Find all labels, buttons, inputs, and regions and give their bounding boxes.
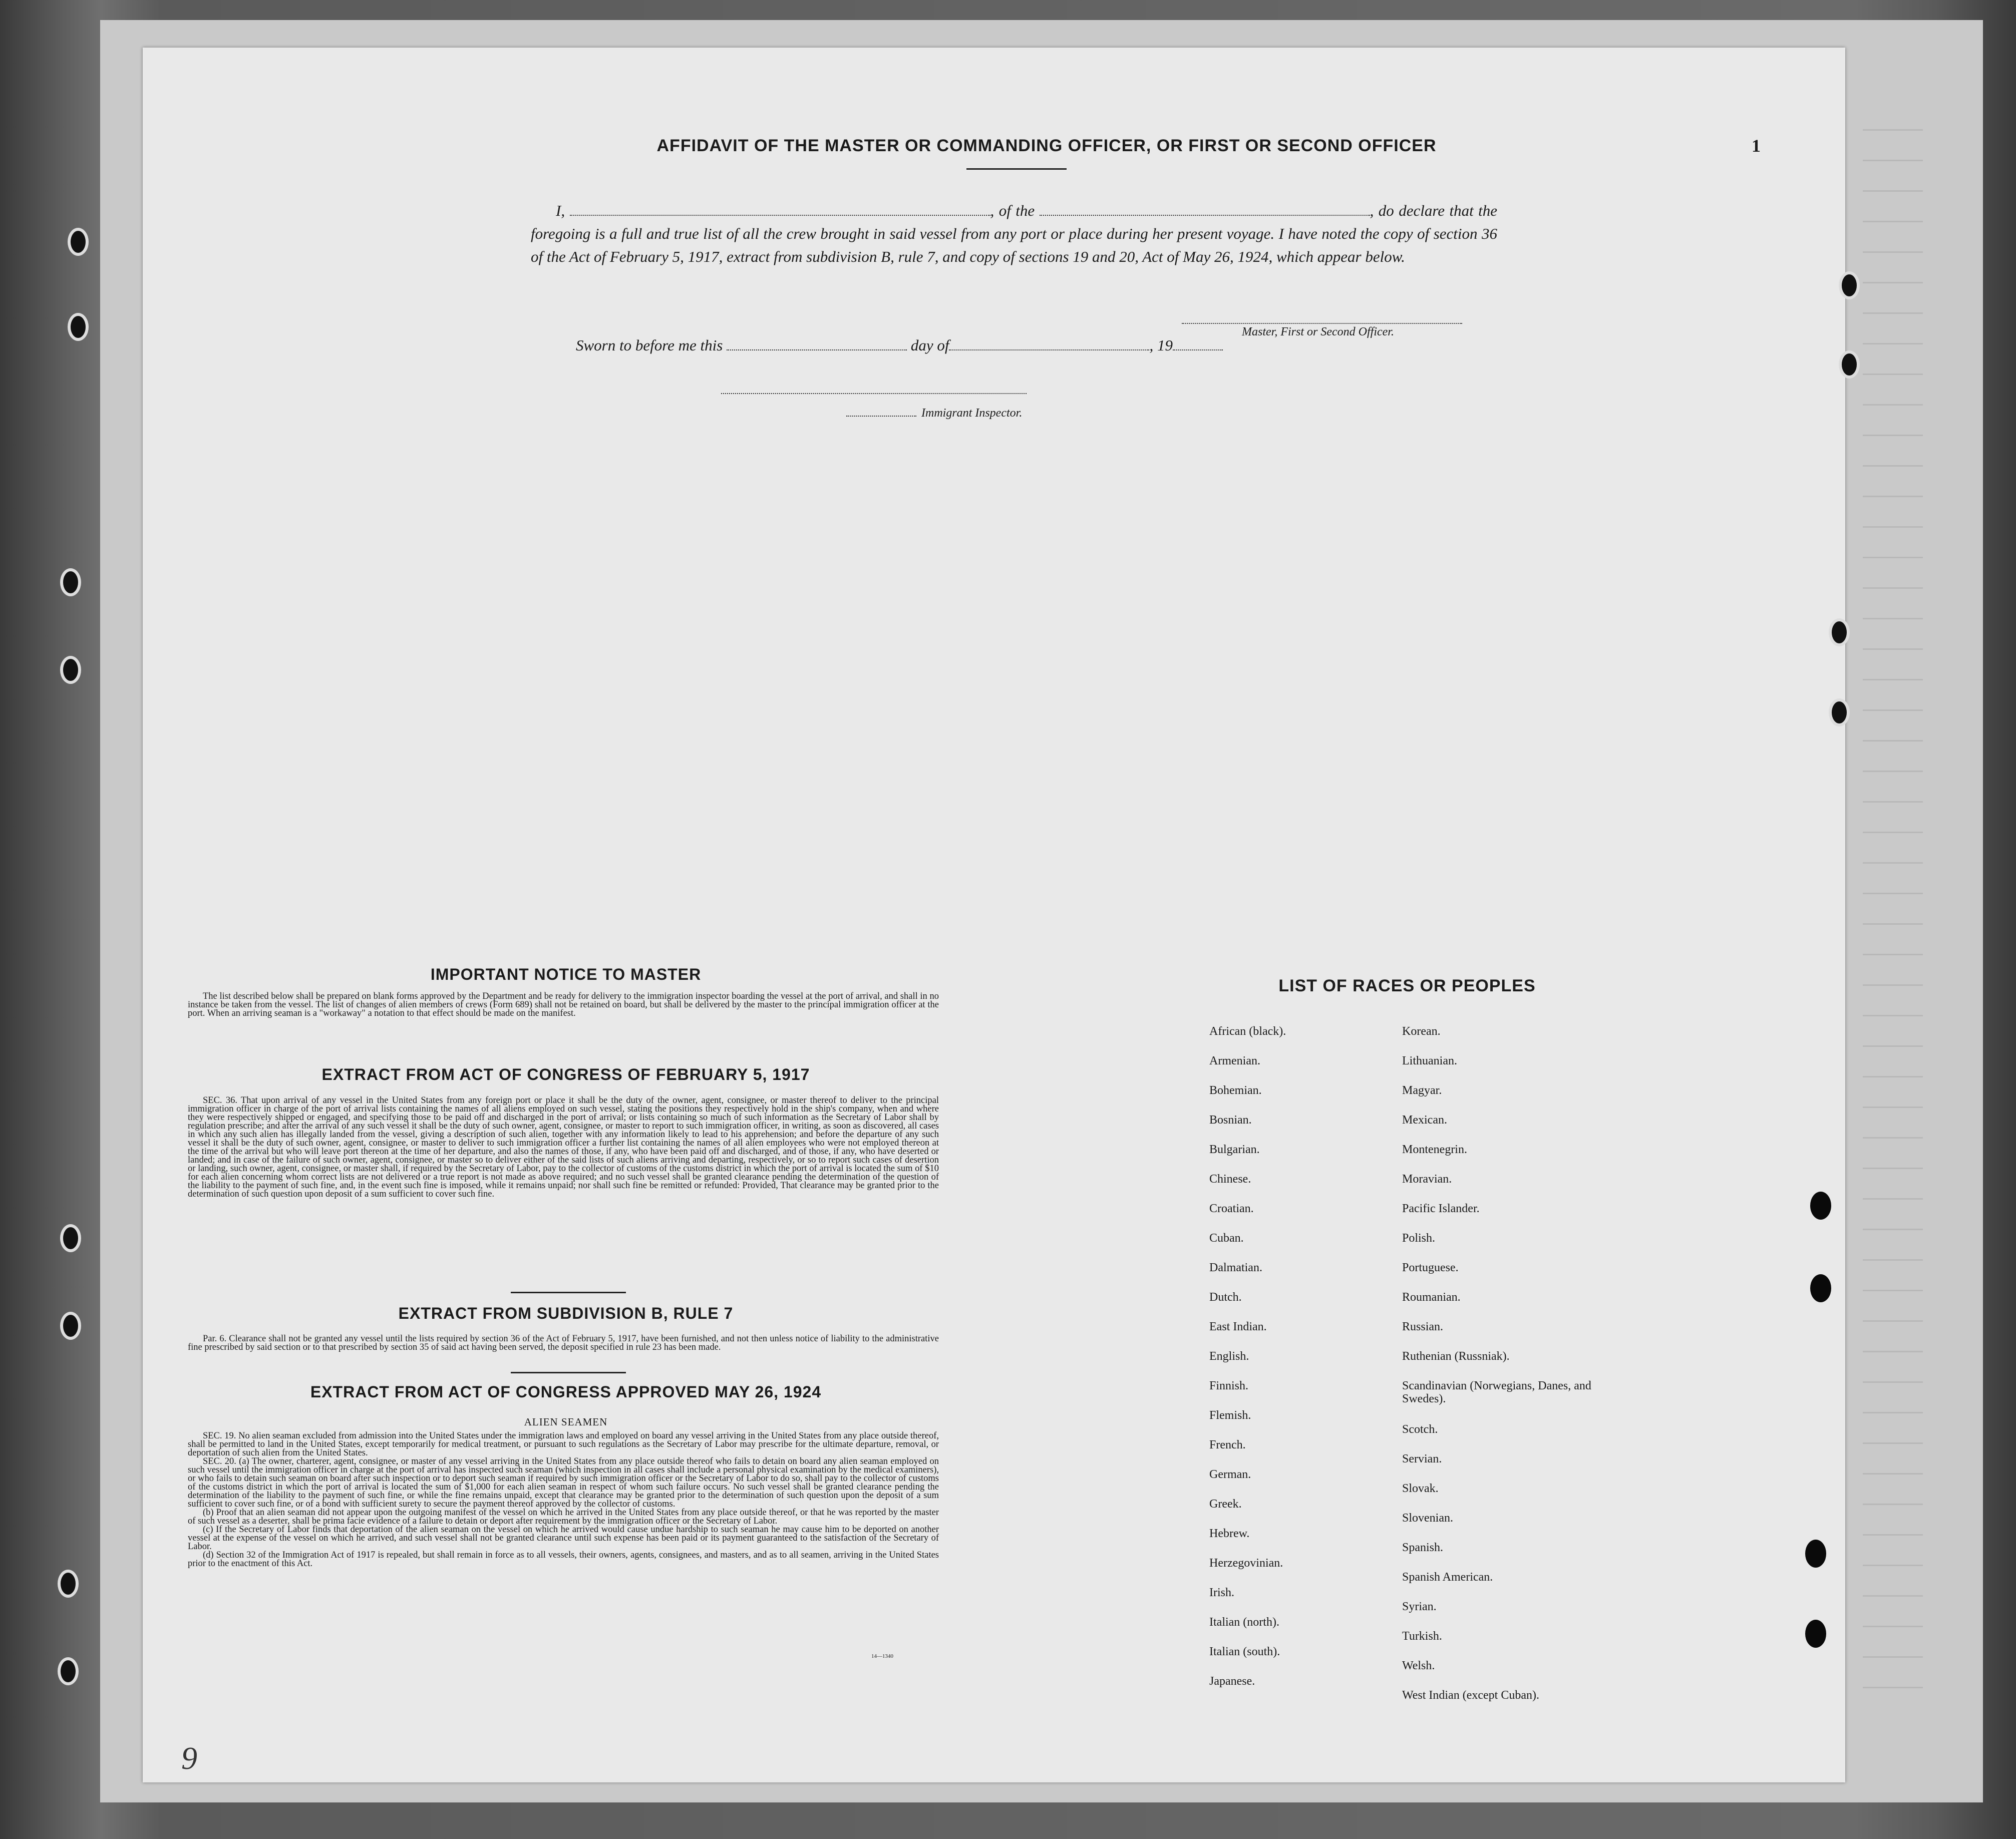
race-entry: Turkish. bbox=[1402, 1630, 1442, 1643]
form-number: 14—1340 bbox=[871, 1653, 893, 1659]
affidavit-title: AFFIDAVIT OF THE MASTER OR COMMANDING OFFICER, OR FIRST OR SECOND OFFICER bbox=[656, 136, 1437, 155]
race-entry: Bulgarian. bbox=[1209, 1143, 1260, 1156]
binder-hole-icon bbox=[1829, 698, 1850, 726]
race-entry: English. bbox=[1209, 1350, 1249, 1363]
race-entry: Welsh. bbox=[1402, 1659, 1435, 1672]
binder-hole-icon bbox=[58, 1657, 79, 1685]
officer-name-blank bbox=[570, 205, 990, 216]
race-entry: German. bbox=[1209, 1468, 1251, 1481]
binder-hole-icon bbox=[58, 1570, 79, 1598]
race-entry: Armenian. bbox=[1209, 1054, 1260, 1067]
section-20a-paragraph: SEC. 20. (a) The owner, charterer, agent, consignee, or master of any vessel arriving in the United States from any place outside thereof who fails to detain on board any alien seaman employed on such vessel until the immigration officer in charge at the port of arrival has inspected such seaman (which inspection in all cases shall include a personal physical examination by the medical examiners), or who fails to detain such seaman on board after such inspection or to deport such seaman if required by such immigration officer or the Secretary of Labor to do so, shall pay to the collector of customs of the customs district in which the port of arrival is located the sum of $1,000 for each alien seaman in respect of whom such failure occurs. No such vessel shall be granted clearance pending the determination of the liability to the payment of such fine, or while the fine remains unpaid, except that clearance may be granted prior to the determination of such question upon the deposit of a sum sufficient to cover such fine, or of a bond with sufficient surety to secure the payment thereof approved by the collector of customs. bbox=[188, 1456, 939, 1509]
section-36-paragraph: SEC. 36. That upon arrival of any vessel in the United States from any foreign port or place it shall be the duty of the owner, agent, consignee, or master thereof to deliver to the principal immigration officer in charge of the port of arrival lists containing the names of all aliens employed on such vessel, stating the positions they respectively hold in the ship's company, when and where they were respectively shipped or engaged, and specifying those to be paid off and discharged in the port of arrival; or lists containing so much of such information as the Secretary of Labor shall by regulation prescribe; and after the arrival of any such vessel it shall be the duty of such owner, agent, consignee, or master to report to such immigration officer, in writing, as soon as discovered, all cases in which any such alien has illegally landed from the vessel, giving a description of such alien, together with any information likely to lead to his apprehension; and before the departure of any such vessel it shall be the duty of such owner, agent, consignee, or master to deliver to such immigration officer a further list containing the names of all alien employees who were not employed thereon at the time of the arrival but who will leave port thereon at the time of her departure, and also the names of those, if any, who have been paid off and discharged, and of those, if any, who have deserted or landed; and in case of the failure of such owner, agent, consignee, or master so to deliver either of the said lists of such aliens arriving and departing, respectively, or so to report such cases of desertion or landing, such owner, agent, consignee, or master shall, if required by the Secretary of Labor, pay to the collector of customs of the customs district in which the port of arrival is located the sum of $10 for each alien concerning whom correct lists are not delivered or a true report is not made as above required; and no such vessel shall be granted clearance pending the determination of the question of the liability to the payment of such fine, and, in the event such fine is imposed, while it remains unpaid; nor shall such fine be remitted or refunded: Provided, That clearance may be granted prior to the determination of such question upon deposit of a sum sufficient to cover such fine. bbox=[188, 1095, 939, 1199]
section-20b-paragraph: (b) Proof that an alien seaman did not appear upon the outgoing manifest of the vessel on which he arrived in the United States from any place outside thereof, or that he was reported by the master of such vessel as a deserter, shall be prima facie evidence of a failure to detain or deport after requirement by the immigration officer or the Secretary of Labor. bbox=[188, 1508, 939, 1526]
race-entry: East Indian. bbox=[1209, 1320, 1267, 1333]
race-entry: Bohemian. bbox=[1209, 1084, 1262, 1097]
affidavit-declaration bbox=[531, 199, 1497, 268]
inspector-signature-line-short bbox=[846, 416, 916, 417]
binder-hole-icon bbox=[1810, 1274, 1831, 1302]
sworn-prefix: Sworn to before me this bbox=[576, 336, 723, 354]
title-divider bbox=[966, 168, 1067, 170]
binder-hole-icon bbox=[1829, 618, 1850, 646]
race-entry: Flemish. bbox=[1209, 1409, 1251, 1422]
races-list-title: LIST OF RACES OR PEOPLES bbox=[1278, 976, 1536, 995]
race-entry: French. bbox=[1209, 1438, 1246, 1451]
race-entry: Hebrew. bbox=[1209, 1527, 1250, 1540]
race-entry: Pacific Islander. bbox=[1402, 1202, 1480, 1215]
year-prefix: , 19 bbox=[1149, 336, 1173, 354]
binder-hole-icon bbox=[1839, 271, 1860, 299]
race-entry: Greek. bbox=[1209, 1498, 1242, 1511]
race-entry: Moravian. bbox=[1402, 1173, 1452, 1186]
race-entry: Scandinavian (Norwegians, Danes, and Swedes). bbox=[1402, 1379, 1591, 1405]
rule-7-paragraph: Par. 6. Clearance shall not be granted any vessel until the lists required by section 36 of the Act of February 5, 1917, have been furnished, and not then unless notice of liability to the administrative fine prescribed by said section or to that prescribed by section 35 of said act having been served, the deposit specified in rule 23 has been made. bbox=[188, 1334, 939, 1352]
race-entry: Herzegovinian. bbox=[1209, 1557, 1283, 1570]
race-entry: Spanish. bbox=[1402, 1541, 1444, 1554]
extract-1917-title: EXTRACT FROM ACT OF CONGRESS OF FEBRUARY 5, 1917 bbox=[321, 1065, 810, 1083]
sworn-year-blank bbox=[1173, 339, 1223, 350]
race-entry: Montenegrin. bbox=[1402, 1143, 1467, 1156]
race-entry: Syrian. bbox=[1402, 1600, 1437, 1613]
race-entry: Portuguese. bbox=[1402, 1261, 1459, 1274]
binder-hole-icon bbox=[68, 313, 89, 341]
section-divider bbox=[511, 1292, 626, 1293]
section-divider bbox=[511, 1372, 626, 1373]
race-entry: Slovak. bbox=[1402, 1482, 1439, 1495]
race-entry: African (black). bbox=[1209, 1025, 1286, 1038]
vessel-name-blank bbox=[1040, 205, 1370, 216]
ruled-margin bbox=[1863, 100, 1923, 1702]
binder-hole-icon bbox=[60, 1224, 81, 1252]
extract-rule7-text bbox=[188, 1335, 939, 1352]
day-of-label: day of bbox=[910, 336, 949, 354]
extract-1924-title: EXTRACT FROM ACT OF CONGRESS APPROVED MAY 26, 1924 bbox=[310, 1383, 822, 1401]
race-entry: Korean. bbox=[1402, 1025, 1441, 1038]
race-entry: Irish. bbox=[1209, 1586, 1234, 1599]
binder-hole-icon bbox=[1839, 350, 1860, 379]
binder-hole-icon bbox=[60, 656, 81, 684]
section-20d-paragraph: (d) Section 32 of the Immigration Act of 1917 is repealed, but shall remain in force as to all vessels, their owners, agents, consignees, and masters, and as to all seamen, arriving in the United States prior to the enactment of this Act. bbox=[188, 1550, 939, 1569]
notice-paragraph: The list described below shall be prepared on blank forms approved by the Department and be ready for delivery to the immigration inspector boarding the vessel at the port of arrival, and shall in no instance be taken from the vessel. The list of changes of alien members of crews (Form 689) shall not be retained on board, but shall be delivered by the master to the principal immigration officer at the port. When an arriving seaman is a "workaway" a notation to that effect should be made on the manifest. bbox=[188, 991, 939, 1018]
race-entry: Bosnian. bbox=[1209, 1114, 1252, 1127]
notice-title: IMPORTANT NOTICE TO MASTER bbox=[430, 965, 702, 983]
binder-hole-icon bbox=[60, 1312, 81, 1340]
corner-handwritten-mark: 1 bbox=[1752, 136, 1761, 156]
declaration-body: that the foregoing is a full and true list of all the crew brought in said vessel from any port or place during her present voyage. I have noted the copy of section 36 of the Act of February 5, 1917, extract from subdivision B, rule 7, and copy of sections 19 and 20, Act of May 26, 1924, which appear below. bbox=[531, 202, 1497, 265]
binder-hole-icon bbox=[60, 568, 81, 596]
race-entry: Italian (south). bbox=[1209, 1645, 1280, 1658]
extract-1924-text bbox=[188, 1432, 939, 1568]
of-the-label: , of the bbox=[990, 202, 1035, 219]
binder-hole-icon bbox=[1810, 1192, 1831, 1220]
race-entry: Russian. bbox=[1402, 1320, 1444, 1333]
binder-hole-icon bbox=[1805, 1540, 1826, 1568]
race-entry: Slovenian. bbox=[1402, 1512, 1453, 1525]
race-entry: Spanish American. bbox=[1402, 1571, 1493, 1584]
race-entry: Croatian. bbox=[1209, 1202, 1254, 1215]
race-entry: Polish. bbox=[1402, 1232, 1436, 1245]
race-entry: Lithuanian. bbox=[1402, 1054, 1457, 1067]
inspector-label: Immigrant Inspector. bbox=[921, 407, 1023, 420]
race-entry: Japanese. bbox=[1209, 1675, 1255, 1688]
inspector-signature-line bbox=[721, 393, 1027, 394]
do-declare-label: , do declare bbox=[1370, 202, 1445, 219]
sworn-month-blank bbox=[949, 339, 1149, 350]
sworn-day-blank bbox=[727, 339, 907, 350]
race-entry: Magyar. bbox=[1402, 1084, 1442, 1097]
binder-hole-icon bbox=[1805, 1620, 1826, 1648]
race-entry: Scotch. bbox=[1402, 1423, 1438, 1436]
race-entry: Ruthenian (Russniak). bbox=[1402, 1350, 1510, 1363]
section-20c-paragraph: (c) If the Secretary of Labor finds that deportation of the alien seaman on the vessel on which he arrived would cause undue hardship to such seaman he may cause him to be deported on another vessel at the expense of the vessel on which he arrived, and such vessel shall not be granted clearance until such expense has been paid or its payment guaranteed to the satisfaction of the Secretary of Labor. bbox=[188, 1525, 939, 1552]
race-entry: Chinese. bbox=[1209, 1173, 1251, 1186]
extract-1917-text bbox=[188, 1096, 939, 1199]
officer-signature-line bbox=[1182, 323, 1462, 324]
race-entry: Roumanian. bbox=[1402, 1291, 1461, 1304]
sworn-statement bbox=[576, 336, 1223, 354]
race-entry: Servian. bbox=[1402, 1452, 1442, 1465]
race-entry: West Indian (except Cuban). bbox=[1402, 1689, 1539, 1702]
notice-text bbox=[188, 992, 939, 1018]
race-entry: Cuban. bbox=[1209, 1232, 1244, 1245]
race-entry: Finnish. bbox=[1209, 1379, 1249, 1392]
officer-signature-label: Master, First or Second Officer. bbox=[1242, 325, 1394, 338]
binder-hole-icon bbox=[68, 228, 89, 256]
race-entry: Italian (north). bbox=[1209, 1616, 1279, 1629]
race-entry: Dutch. bbox=[1209, 1291, 1242, 1304]
race-entry: Dalmatian. bbox=[1209, 1261, 1262, 1274]
handwritten-page-number: 9 bbox=[181, 1740, 197, 1776]
alien-seamen-subtitle: ALIEN SEAMEN bbox=[524, 1416, 608, 1428]
race-entry: Mexican. bbox=[1402, 1114, 1447, 1127]
declaration-start: I, bbox=[556, 202, 565, 219]
extract-rule7-title: EXTRACT FROM SUBDIVISION B, RULE 7 bbox=[398, 1304, 734, 1322]
section-19-paragraph: SEC. 19. No alien seaman excluded from admission into the United States under the immigration laws and employed on board any vessel arriving in the United States from any place outside thereof, shall be permitted to land in the United States, except temporarily for medical treatment, or pursuant to such regulations as the Secretary of Labor may prescribe for the ultimate departure, removal, or deportation of such alien from the United States. bbox=[188, 1431, 939, 1458]
